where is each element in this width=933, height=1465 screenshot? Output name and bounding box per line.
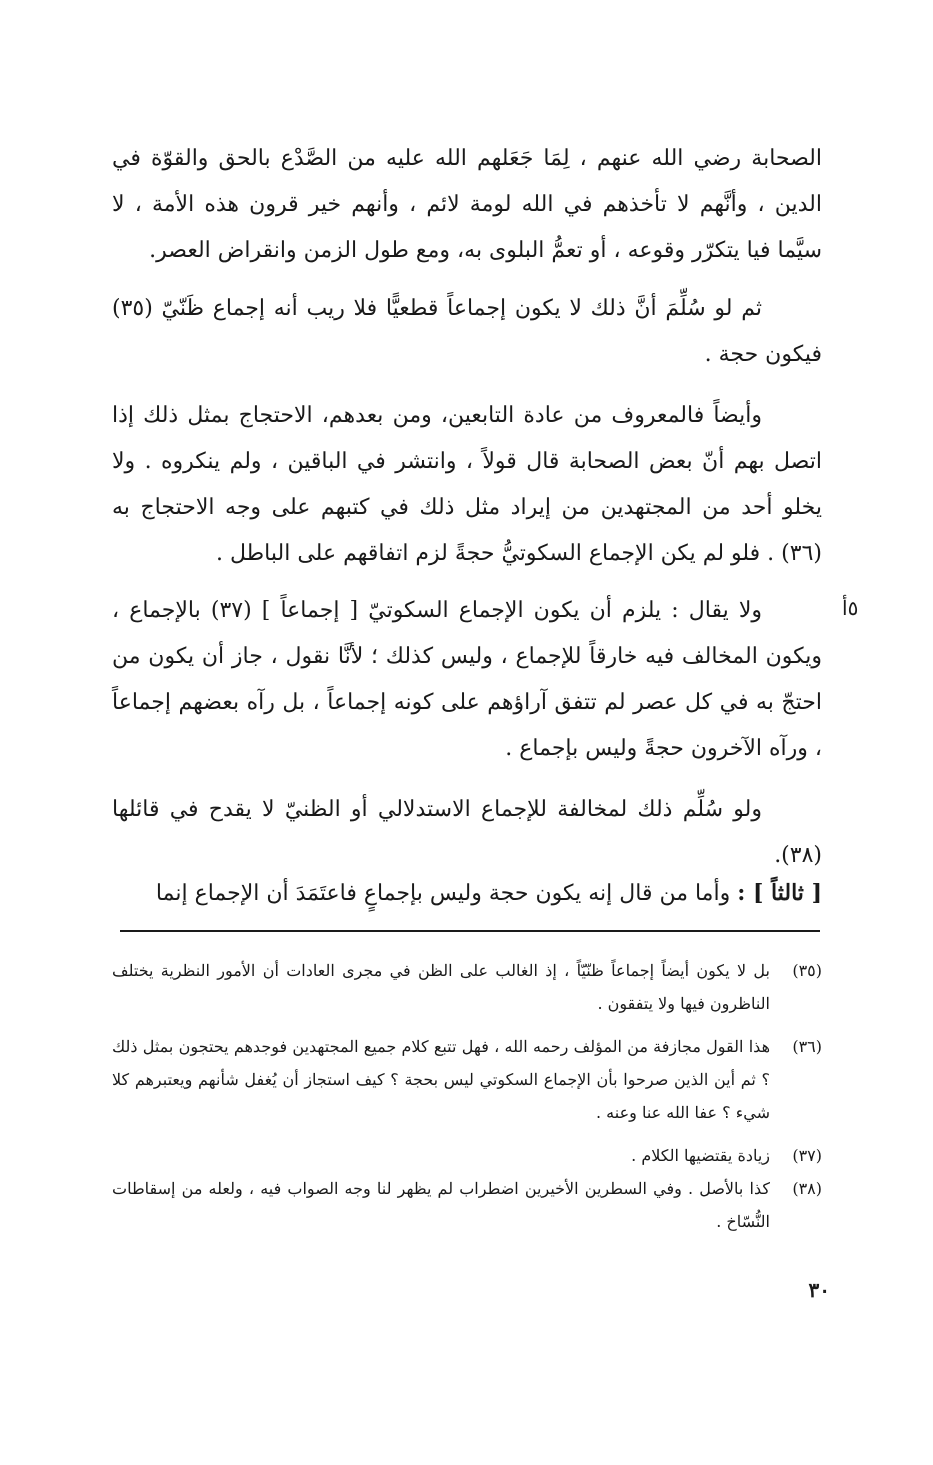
paragraph-3: وأيضاً فالمعروف من عادة التابعين، ومن بعدهم، الاحتجاج بمثل ذلك إذا اتصل بهم أنّ بعض الصحابة قال قولاً ، وانتشر في الباقين ، ولم ينكروه . ولا يخلو أحد من المجتهدين من إيراد مثل ذلك في كتبهم على وجه الاحتجاج به (٣٦) . فلو لم يكن الإجماع السكوتيُّ حجةً لزم اتفاقهم على الباطل . bbox=[112, 403, 822, 566]
footnote-35 bbox=[112, 954, 822, 1020]
footnote-36 bbox=[112, 1030, 822, 1129]
paragraph-1: الصحابة رضي الله عنهم ، لِمَا جَعَلهم الله عليه من الصَّدْع بالحق والقوّة في الدين ، وأنَّهم لا تأخذهم في الله لومة لائم ، وأنهم خير قرون هذه الأمة ، لا سيَّما فيا يتكرّر وقوعه ، أو تعمُّ البلوى به، ومع طول الزمن وانقراض العصر. bbox=[112, 146, 822, 263]
footnote-38 bbox=[112, 1172, 822, 1238]
paragraph-5: ولو سُلِّم ذلك لمخالفة للإجماع الاستدلالي أو الظنيّ لا يقدح في قائلها (٣٨). bbox=[112, 797, 822, 868]
manuscript-folio-marker: ٥أ bbox=[842, 596, 859, 620]
footnote-text: كذا بالأصل . وفي السطرين الأخيرين اضطراب لم يظهر لنا وجه الصواب فيه ، ولعله من إسقاطات النُّسّاخ . bbox=[112, 1179, 770, 1231]
footnote-separator bbox=[120, 930, 820, 932]
paragraph-6 bbox=[112, 870, 822, 917]
page-number: ٣٠ bbox=[808, 1278, 830, 1302]
paragraph-2: ثم لو سُلِّمَ أنَّ ذلك لا يكون إجماعاً قطعيًّا فلا ريب أنه إجماع ظَنّيّ (٣٥) فيكون حجة . bbox=[112, 296, 822, 367]
footnote-text: زيادة يقتضيها الكلام . bbox=[631, 1146, 770, 1165]
paragraph-4: ولا يقال : يلزم أن يكون الإجماع السكوتيّ [ إجماعاً ] (٣٧) بالإجماع ، ويكون المخالف فيه خارقاً للإجماع ، وليس كذلك ؛ لأنَّا نقول ، جاز أن يكون من احتجّ به في كل عصر لم تتفق آراؤهم على كونه إجماعاً ، بل رآه بعضهم إجماعاً ، ورآه الآخرون حجةً وليس بإجماع . bbox=[112, 598, 822, 761]
footnote-text: هذا القول مجازفة من المؤلف رحمه الله ، فهل تتبع كلام جميع المجتهدين فوجدهم يحتجون بمثل ذلك ؟ ثم أين الذين صرحوا بأن الإجماع السكوتي ليس بحجة ؟ كيف استجاز أن يُغفل شأنهم ويعتبرهم كلا شيء ؟ عفا الله عنا وعنه . bbox=[112, 1037, 770, 1122]
footnotes bbox=[112, 954, 822, 1248]
footnote-number: (٣٦) bbox=[792, 1037, 822, 1056]
footnote-number: (٣٥) bbox=[792, 961, 822, 980]
footnote-number: (٣٨) bbox=[792, 1179, 822, 1198]
footnote-37 bbox=[112, 1139, 822, 1172]
footnote-number: (٣٧) bbox=[792, 1146, 822, 1165]
footnote-text: بل لا يكون أيضاً إجماعاً ظنّيّاً ، إذ الغالب على الظن في مجرى العادات أن الأمور النظرية يختلف الناظرون فيها ولا يتفقون . bbox=[112, 961, 770, 1013]
paragraph-6-text: وأما من قال إنه يكون حجة وليس بإجماعٍ فاعتَمَدَ أن الإجماع إنما bbox=[155, 881, 738, 906]
section-heading-thalithan: [ ثالثاً ] : bbox=[737, 880, 822, 906]
